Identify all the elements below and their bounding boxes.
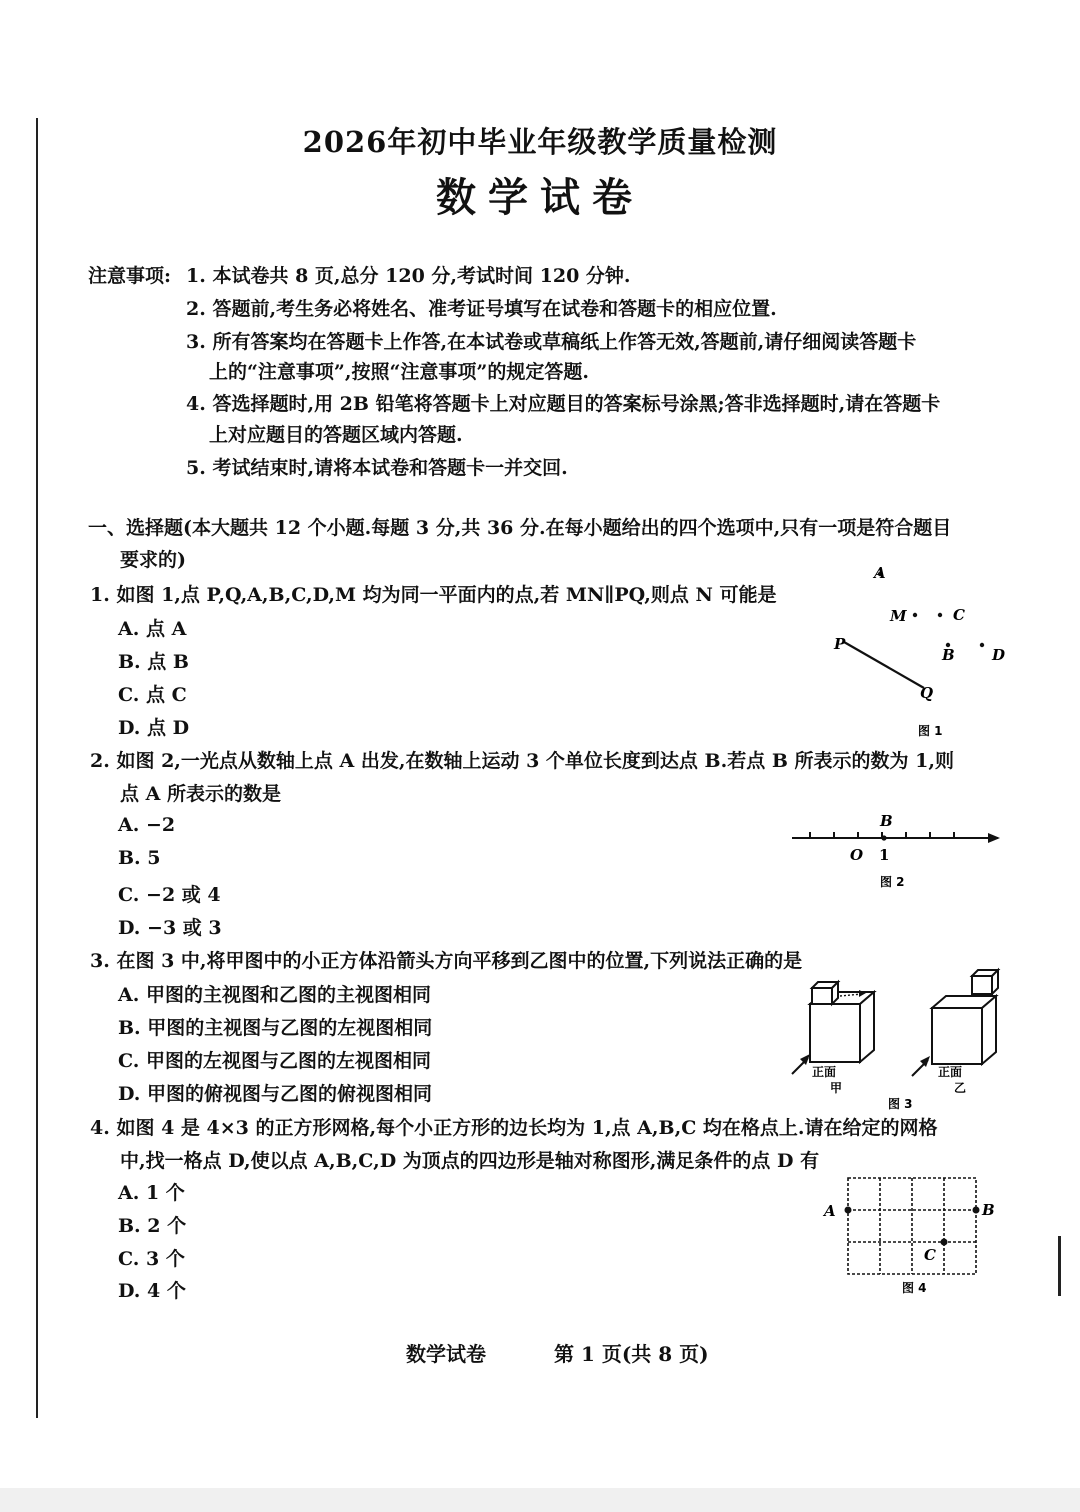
section-heading-cont: 要求的) [120,549,186,571]
question-3-option-c: C. 甲图的左视图与乙图的左视图相同 [118,1050,432,1072]
figure-1 [820,556,1030,746]
question-4-stem: 4. 如图 4 是 4×3 的正方形网格,每个小正方形的边长均为 1,点 A,B,C 均在格点上.请在给定的网格 [90,1117,938,1139]
question-4-option-d: D. 4 个 [118,1280,186,1302]
notice-item: 2. 答题前,考生务必将姓名、准考证号填写在试卷和答题卡的相应位置. [186,298,777,320]
notice-item: 5. 考试结束时,请将本试卷和答题卡一并交回. [186,457,568,479]
point-b [881,835,886,840]
point-d [980,643,984,647]
question-2-option-d: D. −3 或 3 [118,917,222,939]
front-label-jia: 正面 [812,1065,837,1079]
scan-bottom-strip [0,1488,1080,1512]
question-4-option-c: C. 3 个 [118,1248,185,1270]
label-b: B [880,812,893,830]
number-line-arrow [988,833,1000,843]
question-3-stem: 3. 在图 3 中,将甲图中的小正方体沿箭头方向平移到乙图中的位置,下列说法正确的是 [90,950,803,972]
point-m [913,613,917,617]
segment-pq [844,642,924,688]
grid-lines [848,1178,976,1274]
question-4-stem-cont: 中,找一格点 D,使以点 A,B,C,D 为顶点的四边形是轴对称图形,满足条件的点 D 有 [120,1150,820,1172]
question-4-option-a: A. 1 个 [118,1182,185,1204]
figure-2 [786,808,1012,894]
exam-subtitle: 数学试卷 [436,174,644,221]
question-2-option-a: A. −2 [118,814,176,836]
point-a [845,1207,852,1214]
footer-page-number: 第 1 页(共 8 页) [554,1342,709,1366]
question-1-option-a: A. 点 A [118,618,187,640]
figure-4 [816,1168,1006,1300]
label-jia: 甲 [830,1081,843,1095]
question-1-option-b: B. 点 B [118,651,189,673]
notice-item: 1. 本试卷共 8 页,总分 120 分,考试时间 120 分钟. [186,265,631,287]
notice-label: 注意事项: [88,265,172,287]
cube-yi [932,996,996,1064]
notice-item: 上的“注意事项”,按照“注意事项”的规定答题. [209,361,589,383]
label-p: P [834,635,846,653]
label-q: Q [920,684,934,702]
question-1-stem: 1. 如图 1,点 P,Q,A,B,C,D,M 均为同一平面内的点,若 MN∥PQ,则点 N 可能是 [90,584,777,606]
label-b: B [982,1201,995,1219]
label-b: B [942,646,955,664]
question-4-option-b: B. 2 个 [118,1215,187,1237]
question-1-option-d: D. 点 D [118,717,190,739]
label-c: C [953,606,965,624]
question-2-option-b: B. 5 [118,847,161,869]
figure-3 [786,964,1022,1112]
label-origin: O [850,846,864,864]
question-2-stem-cont: 点 A 所表示的数是 [120,783,281,805]
margin-rule [36,118,38,1418]
point-b [973,1207,980,1214]
small-cube-jia [812,982,838,1004]
exam-title: 2026年初中毕业年级教学质量检测 [302,125,778,159]
label-m: M [890,607,907,625]
label-a: A [824,1202,836,1220]
label-d: D [992,646,1006,664]
front-label-yi: 正面 [938,1065,963,1079]
figure-2-caption: 图 2 [880,875,905,889]
question-2-option-c: C. −2 或 4 [118,884,221,906]
question-3-option-a: A. 甲图的主视图和乙图的主视图相同 [118,984,431,1006]
question-1-option-c: C. 点 C [118,684,187,706]
label-c: C [924,1246,936,1264]
question-3-option-b: B. 甲图的主视图与乙图的左视图相同 [118,1017,433,1039]
label-a: A [874,564,886,582]
question-3-option-d: D. 甲图的俯视图与乙图的俯视图相同 [118,1083,433,1105]
point-c [938,613,942,617]
label-one: 1 [879,846,890,864]
label-yi: 乙 [954,1081,967,1095]
notice-item: 上对应题目的答题区域内答题. [209,424,463,446]
section-heading: 一、选择题(本大题共 12 个小题.每题 3 分,共 36 分.在每小题给出的四个选项中,只有一项是符合题目 [88,517,952,539]
figure-4-caption: 图 4 [902,1281,927,1295]
notice-item: 3. 所有答案均在答题卡上作答,在本试卷或草稿纸上作答无效,答题前,请仔细阅读答题卡 [186,331,917,353]
footer-subject: 数学试卷 [406,1342,486,1366]
question-2-stem: 2. 如图 2,一光点从数轴上点 A 出发,在数轴上运动 3 个单位长度到达点 B.若点 B 所表示的数为 1,则 [90,750,954,772]
figure-1-caption: 图 1 [918,724,943,738]
point-c [941,1239,948,1246]
notice-item: 4. 答选择题时,用 2B 铅笔将答题卡上对应题目的答案标号涂黑;答非选择题时,请在答题卡 [186,393,941,415]
figure-3-caption: 图 3 [888,1097,913,1111]
right-edge-mark [1058,1236,1061,1296]
small-cube-yi [972,970,998,994]
